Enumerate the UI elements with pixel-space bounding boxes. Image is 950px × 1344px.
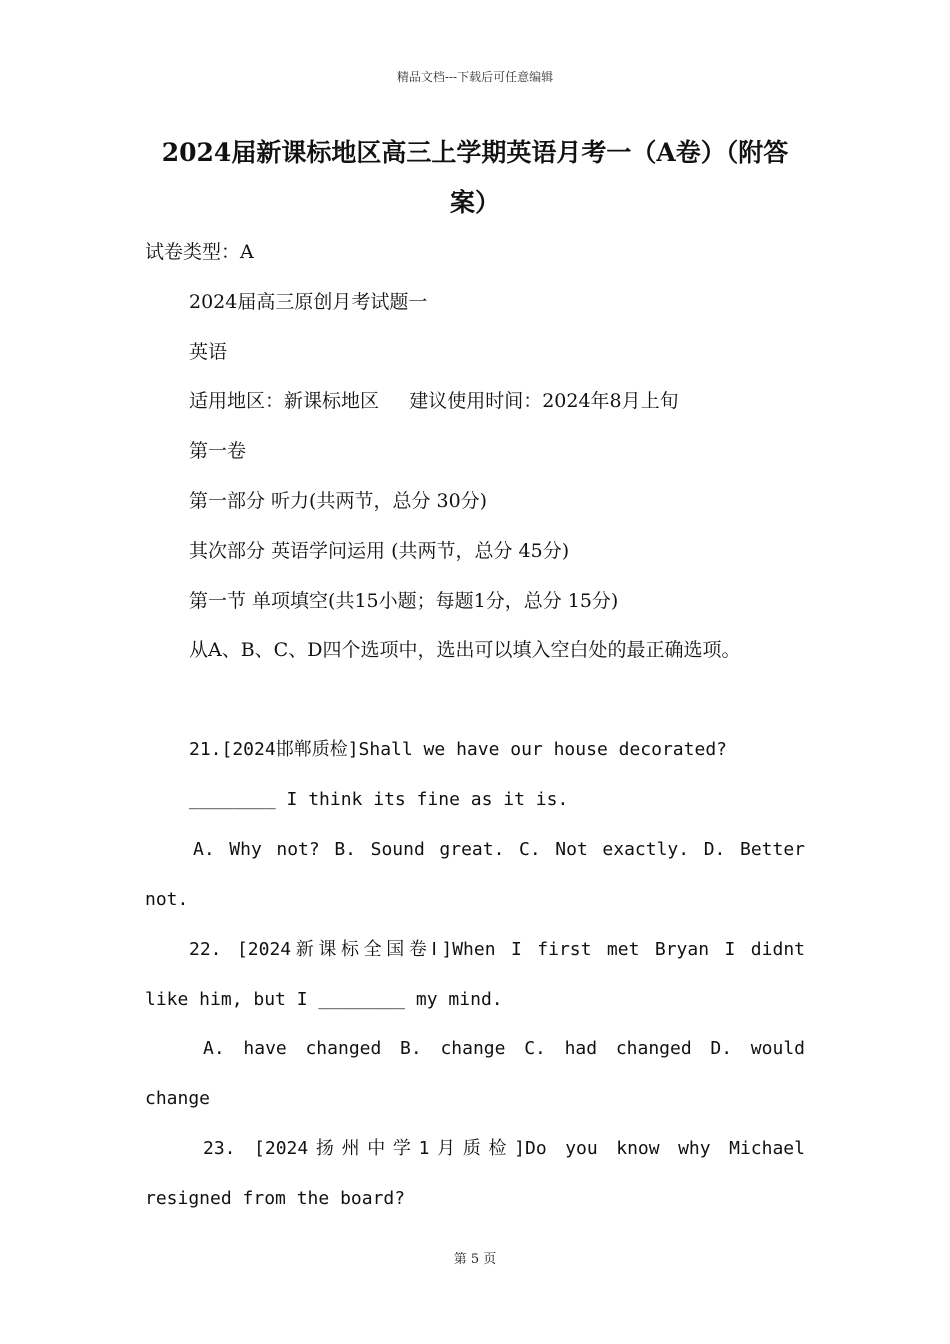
question-21-options: A. Why not? B. Sound great. C. Not exactly. D. Better bbox=[193, 839, 805, 860]
document-title: 2024届新课标地区高三上学期英语月考一（A卷）（附答案） bbox=[161, 138, 789, 217]
region-time: 适用地区：新课标地区 建议使用时间：2024年8月上旬 bbox=[189, 390, 679, 412]
question-21-options-cont: not. bbox=[145, 889, 189, 910]
page-header: 精品文档---下载后可任意编辑 bbox=[396, 70, 554, 84]
volume-label: 第一卷 bbox=[189, 440, 247, 462]
part1-heading: 第一部分 听力(共两节，总分 30分) bbox=[189, 490, 488, 512]
question-21-reply: ________ I think its fine as it is. bbox=[189, 789, 569, 810]
paper-type: 试卷类型：A bbox=[145, 241, 254, 263]
question-22-stem-cont: like him, but I ________ my mind. bbox=[145, 989, 503, 1010]
question-22-options-cont: change bbox=[145, 1088, 211, 1109]
question-23-stem-cont: resigned from the board? bbox=[145, 1188, 406, 1209]
question-22-options: A. have changed B. change C. had changed D. would bbox=[203, 1038, 805, 1059]
part2-heading: 其次部分 英语学问运用 (共两节，总分 45分) bbox=[189, 540, 570, 562]
subject: 英语 bbox=[189, 341, 228, 363]
exam-name: 2024届高三原创月考试题一 bbox=[189, 291, 428, 313]
question-23-stem: 23. [2024扬州中学1月质检]Do you know why Michael bbox=[203, 1138, 805, 1159]
section1-heading: 第一节 单项填空(共15小题；每题1分，总分 15分) bbox=[189, 590, 619, 612]
page-number: 第 5 页 bbox=[453, 1252, 497, 1267]
question-22-stem: 22. [2024新课标全国卷Ⅰ]When I first met Bryan I didnt bbox=[189, 939, 805, 960]
instruction: 从A、B、C、D四个选项中，选出可以填入空白处的最正确选项。 bbox=[189, 639, 741, 661]
question-21-stem: 21.[2024邯郸质检]Shall we have our house decorated? bbox=[189, 739, 727, 760]
